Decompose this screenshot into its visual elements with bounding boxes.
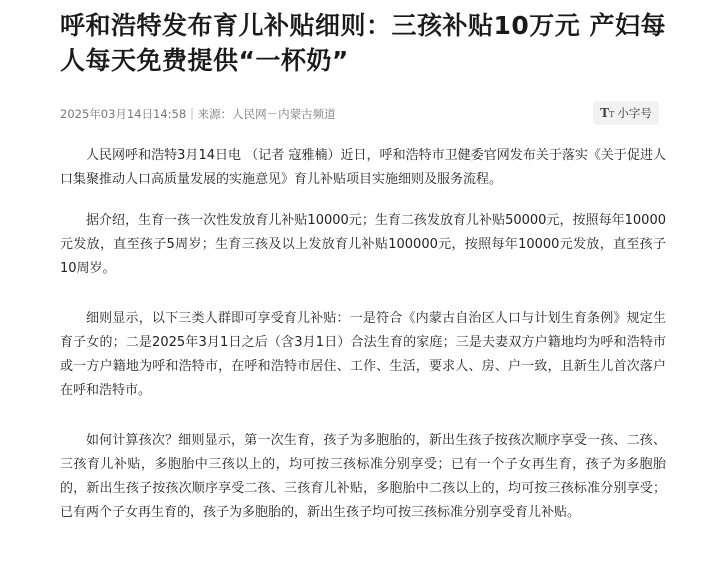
publish-date: 2025年03月14日14:58: [60, 107, 187, 121]
font-size-toggle-label: 小字号: [617, 106, 652, 120]
paragraph-eligibility: 细则显示，以下三类人群即可享受育儿补贴：一是符合《内蒙古自治区人口与计划生育条例》规定生育子女的；二是2025年3月1日之后（含3月1日）合法生育的家庭；三是夫妻双方户籍地均为呼和浩特市或一方户籍地为呼和浩特市，在呼和浩特市居住、工作、生活，要求人、房、户一致，且新生儿首次落户在呼和浩特市。: [60, 311, 666, 398]
font-size-toggle-button[interactable]: [593, 101, 659, 125]
paragraph-child-order: 如何计算孩次？细则显示，第一次生育，孩子为多胞胎的，新出生孩子按孩次顺序享受一孩、二孩、三孩育儿补贴，多胞胎中三孩以上的，均可按三孩标准分别享受；已有一个子女再生育，孩子为多胞胎的，新出生孩子按孩次顺序享受二孩、三孩育儿补贴，多胞胎中二孩以上的，均可按三孩标准分别享受；已有两个子女再生育的，孩子为多胞胎的，新出生孩子均可按三孩标准分别享受育儿补贴。: [60, 433, 666, 520]
article-meta: [60, 104, 660, 124]
text-size-icon: TT: [600, 106, 615, 120]
article-title: 呼和浩特发布育儿补贴细则：三孩补贴10万元 产妇每人每天免费提供“一杯奶”: [60, 11, 666, 75]
paragraph-subsidy-amounts: 据介绍，生育一孩一次性发放育儿补贴10000元；生育二孩发放育儿补贴50000元，按照每年10000元发放，直至孩子5周岁；生育三孩及以上发放育儿补贴100000元，按照每年10000元发放，直至孩子10周岁。: [60, 213, 666, 276]
paragraph-intro: 人民网呼和浩特3月14日电 （记者 寇雅楠）近日，呼和浩特市卫健委官网发布关于落实《关于促进人口集聚推动人口高质量发展的实施意见》育儿补贴项目实施细则及服务流程。: [60, 148, 666, 187]
article-source: ｜来源：人民网－内蒙古频道: [186, 107, 336, 121]
